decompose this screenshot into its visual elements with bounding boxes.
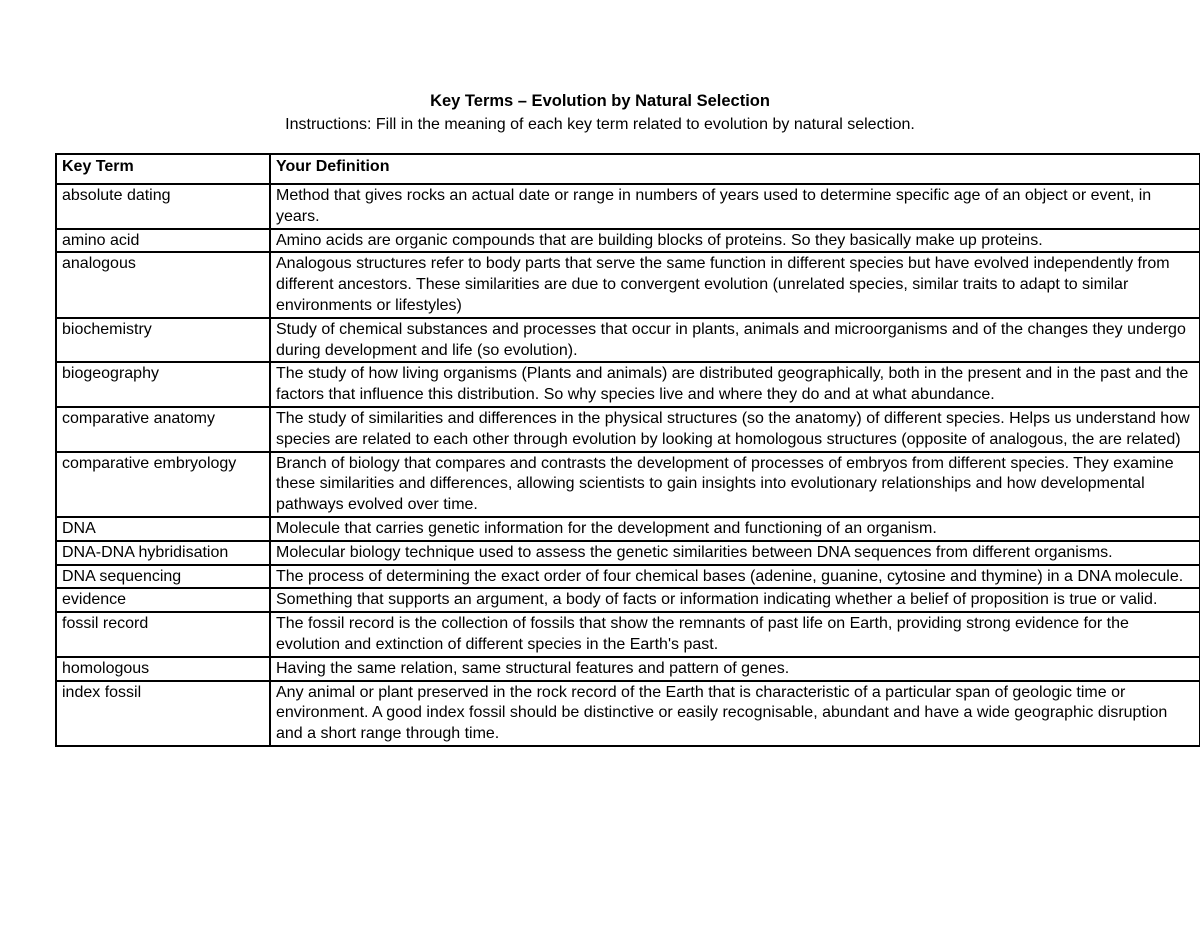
term-cell: absolute dating [56,184,270,229]
definition-cell: Any animal or plant preserved in the rock record of the Earth that is characteristic of a particular span of geologic time or environment. A good index fossil should be distinctive or easily recognisable, abundant and have a wide geographic disruption and a short range through time. [270,681,1200,746]
definition-cell: The study of how living organisms (Plants and animals) are distributed geographically, both in the present and in the past and the factors that influence this distribution. So why species live and where they do and at what abundance. [270,362,1200,407]
key-terms-table [55,153,1200,747]
term-cell: amino acid [56,229,270,253]
definition-cell: Analogous structures refer to body parts that serve the same function in different species but have evolved independently from different ancestors. These similarities are due to convergent evolution (unrelated species, similar traits to adapt to similar environments or lifestyles) [270,252,1200,317]
definition-cell: Amino acids are organic compounds that are building blocks of proteins. So they basically make up proteins. [270,229,1200,253]
term-cell: comparative embryology [56,452,270,517]
table-row [56,657,1200,681]
table-header-row [56,154,1200,184]
table-row [56,452,1200,517]
term-cell: biochemistry [56,318,270,363]
table-row [56,252,1200,317]
term-cell: analogous [56,252,270,317]
definition-cell: Molecule that carries genetic information for the development and functioning of an organism. [270,517,1200,541]
term-cell: DNA [56,517,270,541]
definition-cell: Something that supports an argument, a body of facts or information indicating whether a belief of proposition is true or valid. [270,588,1200,612]
table-row [56,184,1200,229]
table-row [56,229,1200,253]
term-cell: index fossil [56,681,270,746]
term-cell: comparative anatomy [56,407,270,452]
definition-cell: Molecular biology technique used to assess the genetic similarities between DNA sequences from different organisms. [270,541,1200,565]
header-your-definition: Your Definition [270,154,1200,184]
definition-cell: The process of determining the exact order of four chemical bases (adenine, guanine, cytosine and thymine) in a DNA molecule. [270,565,1200,589]
document-title: Key Terms – Evolution by Natural Selection [430,92,770,110]
table-row [56,362,1200,407]
document-instructions: Instructions: Fill in the meaning of each key term related to evolution by natural selection. [285,116,915,133]
definition-cell: Branch of biology that compares and contrasts the development of processes of embryos from different species. They examine these similarities and differences, allowing scientists to gain insights into evolutionary relationships and how developmental pathways evolved over time. [270,452,1200,517]
table-row [56,565,1200,589]
table-row [56,588,1200,612]
term-cell: fossil record [56,612,270,657]
document-header [0,91,1200,135]
table-row [56,318,1200,363]
term-cell: biogeography [56,362,270,407]
term-cell: DNA sequencing [56,565,270,589]
header-key-term: Key Term [56,154,270,184]
term-cell: DNA-DNA hybridisation [56,541,270,565]
definition-cell: Method that gives rocks an actual date or range in numbers of years used to determine specific age of an object or event, in years. [270,184,1200,229]
table-row [56,541,1200,565]
term-cell: evidence [56,588,270,612]
table-row [56,612,1200,657]
table-row [56,517,1200,541]
definition-cell: Study of chemical substances and processes that occur in plants, animals and microorganisms and of the changes they undergo during development and life (so evolution). [270,318,1200,363]
term-cell: homologous [56,657,270,681]
definition-cell: The study of similarities and differences in the physical structures (so the anatomy) of different species. Helps us understand how species are related to each other through evolution by looking at homologous structures (opposite of analogous, the are related) [270,407,1200,452]
definition-cell: Having the same relation, same structural features and pattern of genes. [270,657,1200,681]
table-row [56,407,1200,452]
definition-cell: The fossil record is the collection of fossils that show the remnants of past life on Earth, providing strong evidence for the evolution and extinction of different species in the Earth's past. [270,612,1200,657]
table-row [56,681,1200,746]
